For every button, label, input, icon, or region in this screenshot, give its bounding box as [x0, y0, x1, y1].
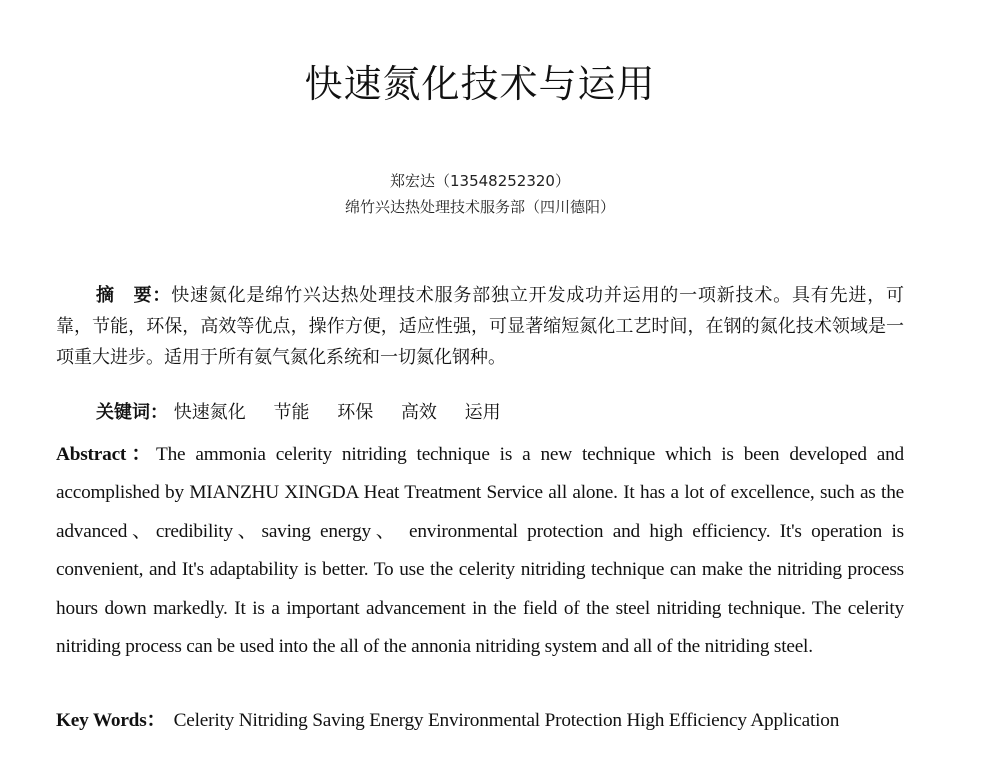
english-keywords-label: Key Words： — [56, 710, 166, 731]
english-abstract — [56, 436, 904, 666]
chinese-abstract-text: 快速氮化是绵竹兴达热处理技术服务部独立开发成功并运用的一项新技术。具有先进，可靠，节能，环保，高效等优点，操作方便，适应性强，可显著缩短氮化工艺时间，在钢的氮化技术领域是一项重大进步。适用于所有氨气氮化系统和一切氮化钢种。 — [56, 285, 905, 368]
english-abstract-text: The ammonia celerity nitriding technique is a new technique which is been developed and accomplished by MIANZHU XINGDA Heat Treatment Service all alone. It has a lot of excellence, such as the advanced、credibility、saving energy、 environmental protection and high efficiency. It's operation is convenient, and It's adaptability is better. To use the celerity nitriding technique can make the nitriding process hours down markedly. It is a important advancement in the field of the steel nitriding technique. The celerity nitriding process can be used into the all of the annonia nitriding system and all of the nitriding steel. — [56, 444, 905, 658]
chinese-keyword: 高效 — [400, 402, 437, 423]
paper-title: 快速氮化技术与运用 — [304, 62, 656, 106]
author-name-phone: 郑宏达（13548252320） — [390, 172, 570, 190]
chinese-keywords — [96, 397, 904, 428]
chinese-abstract-label: 摘 要： — [96, 285, 172, 306]
chinese-keyword: 节能 — [273, 402, 310, 423]
english-abstract-label: Abstract： — [56, 444, 156, 465]
author-affiliation: 绵竹兴达热处理技术服务部（四川德阳） — [344, 198, 615, 216]
chinese-keyword: 快速氮化 — [173, 402, 246, 423]
chinese-keyword: 环保 — [337, 402, 374, 423]
english-keywords — [56, 704, 904, 738]
english-keywords-text: Celerity Nitriding Saving Energy Environmental Protection High Efficiency Application — [173, 710, 840, 731]
chinese-abstract — [56, 280, 904, 373]
chinese-keywords-label: 关键词： — [96, 402, 168, 423]
chinese-keyword: 运用 — [464, 402, 501, 423]
